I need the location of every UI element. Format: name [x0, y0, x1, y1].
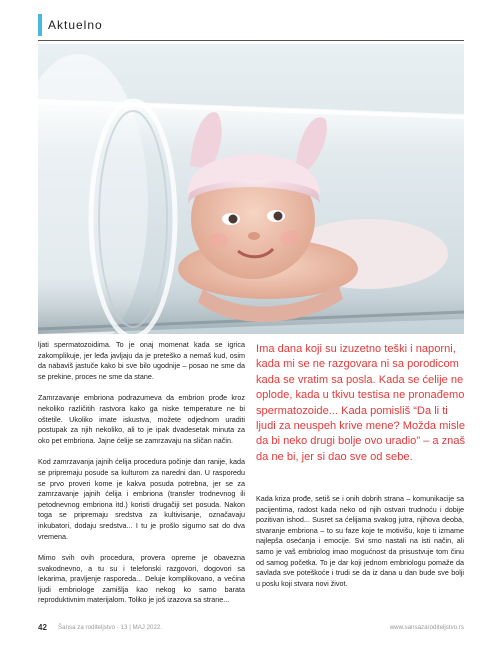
- section-title: Aktuelno: [48, 18, 103, 32]
- paragraph: Mimo svih ovih procedura, provera opreme je obavezna svakodnevno, a tu su i telefonski razgovori, dogovori sa lekarima, pravljenje rasporeda... Deluje komplikovano, a većina ljudi embriologe zamišlja kao nekog ko samo barata reproduktivnim materijalom. Toliko je još izazova sa strane...: [38, 553, 245, 605]
- page-number: 42: [38, 623, 47, 632]
- article-left-column: [38, 340, 245, 617]
- section-divider: [38, 40, 464, 41]
- paragraph: Zamrzavanje embriona podrazumeva da embrion prođe kroz nekoliko različitih rastvora kako ga niske temperature ne bi oštetile. Ukoliko imate iskustva, možete odjednom uraditi postupak za njih nekoliko, ali to je ipak dvadesetak minuta za oko pet embriona. Jajne ćelije se zamrzavaju na sličan način.: [38, 393, 245, 445]
- article-photo: [38, 44, 464, 334]
- paragraph: Kada kriza prođe, setiš se i onih dobrih strana – komunikacije sa pacijentima, radost kada neko od njih ostvari trudnoću i dobije pozitivan ishod... Susret sa ćelijama svakog jutra, njihova deoba, stvaranje embriona – to su faze koje te motivišu, koje ti izmame najlepša osećanja i emocije. Svi smo nastali na isti način, ali samo je vaš embriolog imao mogućnost da prisustvuje tom činu od samog početka. To je dar koji jednom embriologu pomaže da savlada sve poteškoće i trudi se da iz dana u dan bude sve bolji u poslu koji stvara novi život.: [256, 494, 464, 588]
- publication-info: Šansa za roditeljstvo · 13 | MAJ 2022.: [58, 624, 163, 631]
- page-footer: [38, 623, 464, 635]
- pull-quote: Ima dana koji su izuzetno teški i naporni, kada mi se ne razgovara ni sa porodicom kada se vratim sa posla. Kada se ćelije ne oplode, kada u tkivu testisa ne pronađemo spermatozoide... Kada pomisliš “Da li ti ljudi za neuspeh krive mene? Možda misle da bi neko drugi bolje ovo uradio” – a znaš da ne bi, jer si dao sve od sebe.: [256, 343, 466, 463]
- section-accent-bar: [38, 14, 42, 36]
- paragraph: Kod zamrzavanja jajnih ćelija procedura počinje dan ranije, kada se pripremaju posude sa kulturom za naredni dan. U rasporedu se prvo proveri kome je kakva posuda potrebna, jer se za zamrzavanje jajnih ćelija i embriona (transfer trodnevnog ili petodnevnog embriona itd.) koristi drugačiji set posuda. Nakon toga se pripremaju sredstva za kultivisanje, označavaju inkubatori, dodaju sredstva... I tu je prošlo sigurno sat do dva vremena.: [38, 457, 245, 541]
- article-right-column: [256, 494, 464, 589]
- paragraph: ljati spermatozoidima. To je onaj momenat kada se igrica zakomplikuje, jer leđa javljaju da je preteško a nemaš kud, osim da nabaviš jastuče kako bi sve bilo ugodnije – posao ne sme da se prekine, proces ne sme da stane.: [38, 340, 245, 381]
- website-link[interactable]: www.sansazaroditeljstvo.rs: [389, 624, 464, 631]
